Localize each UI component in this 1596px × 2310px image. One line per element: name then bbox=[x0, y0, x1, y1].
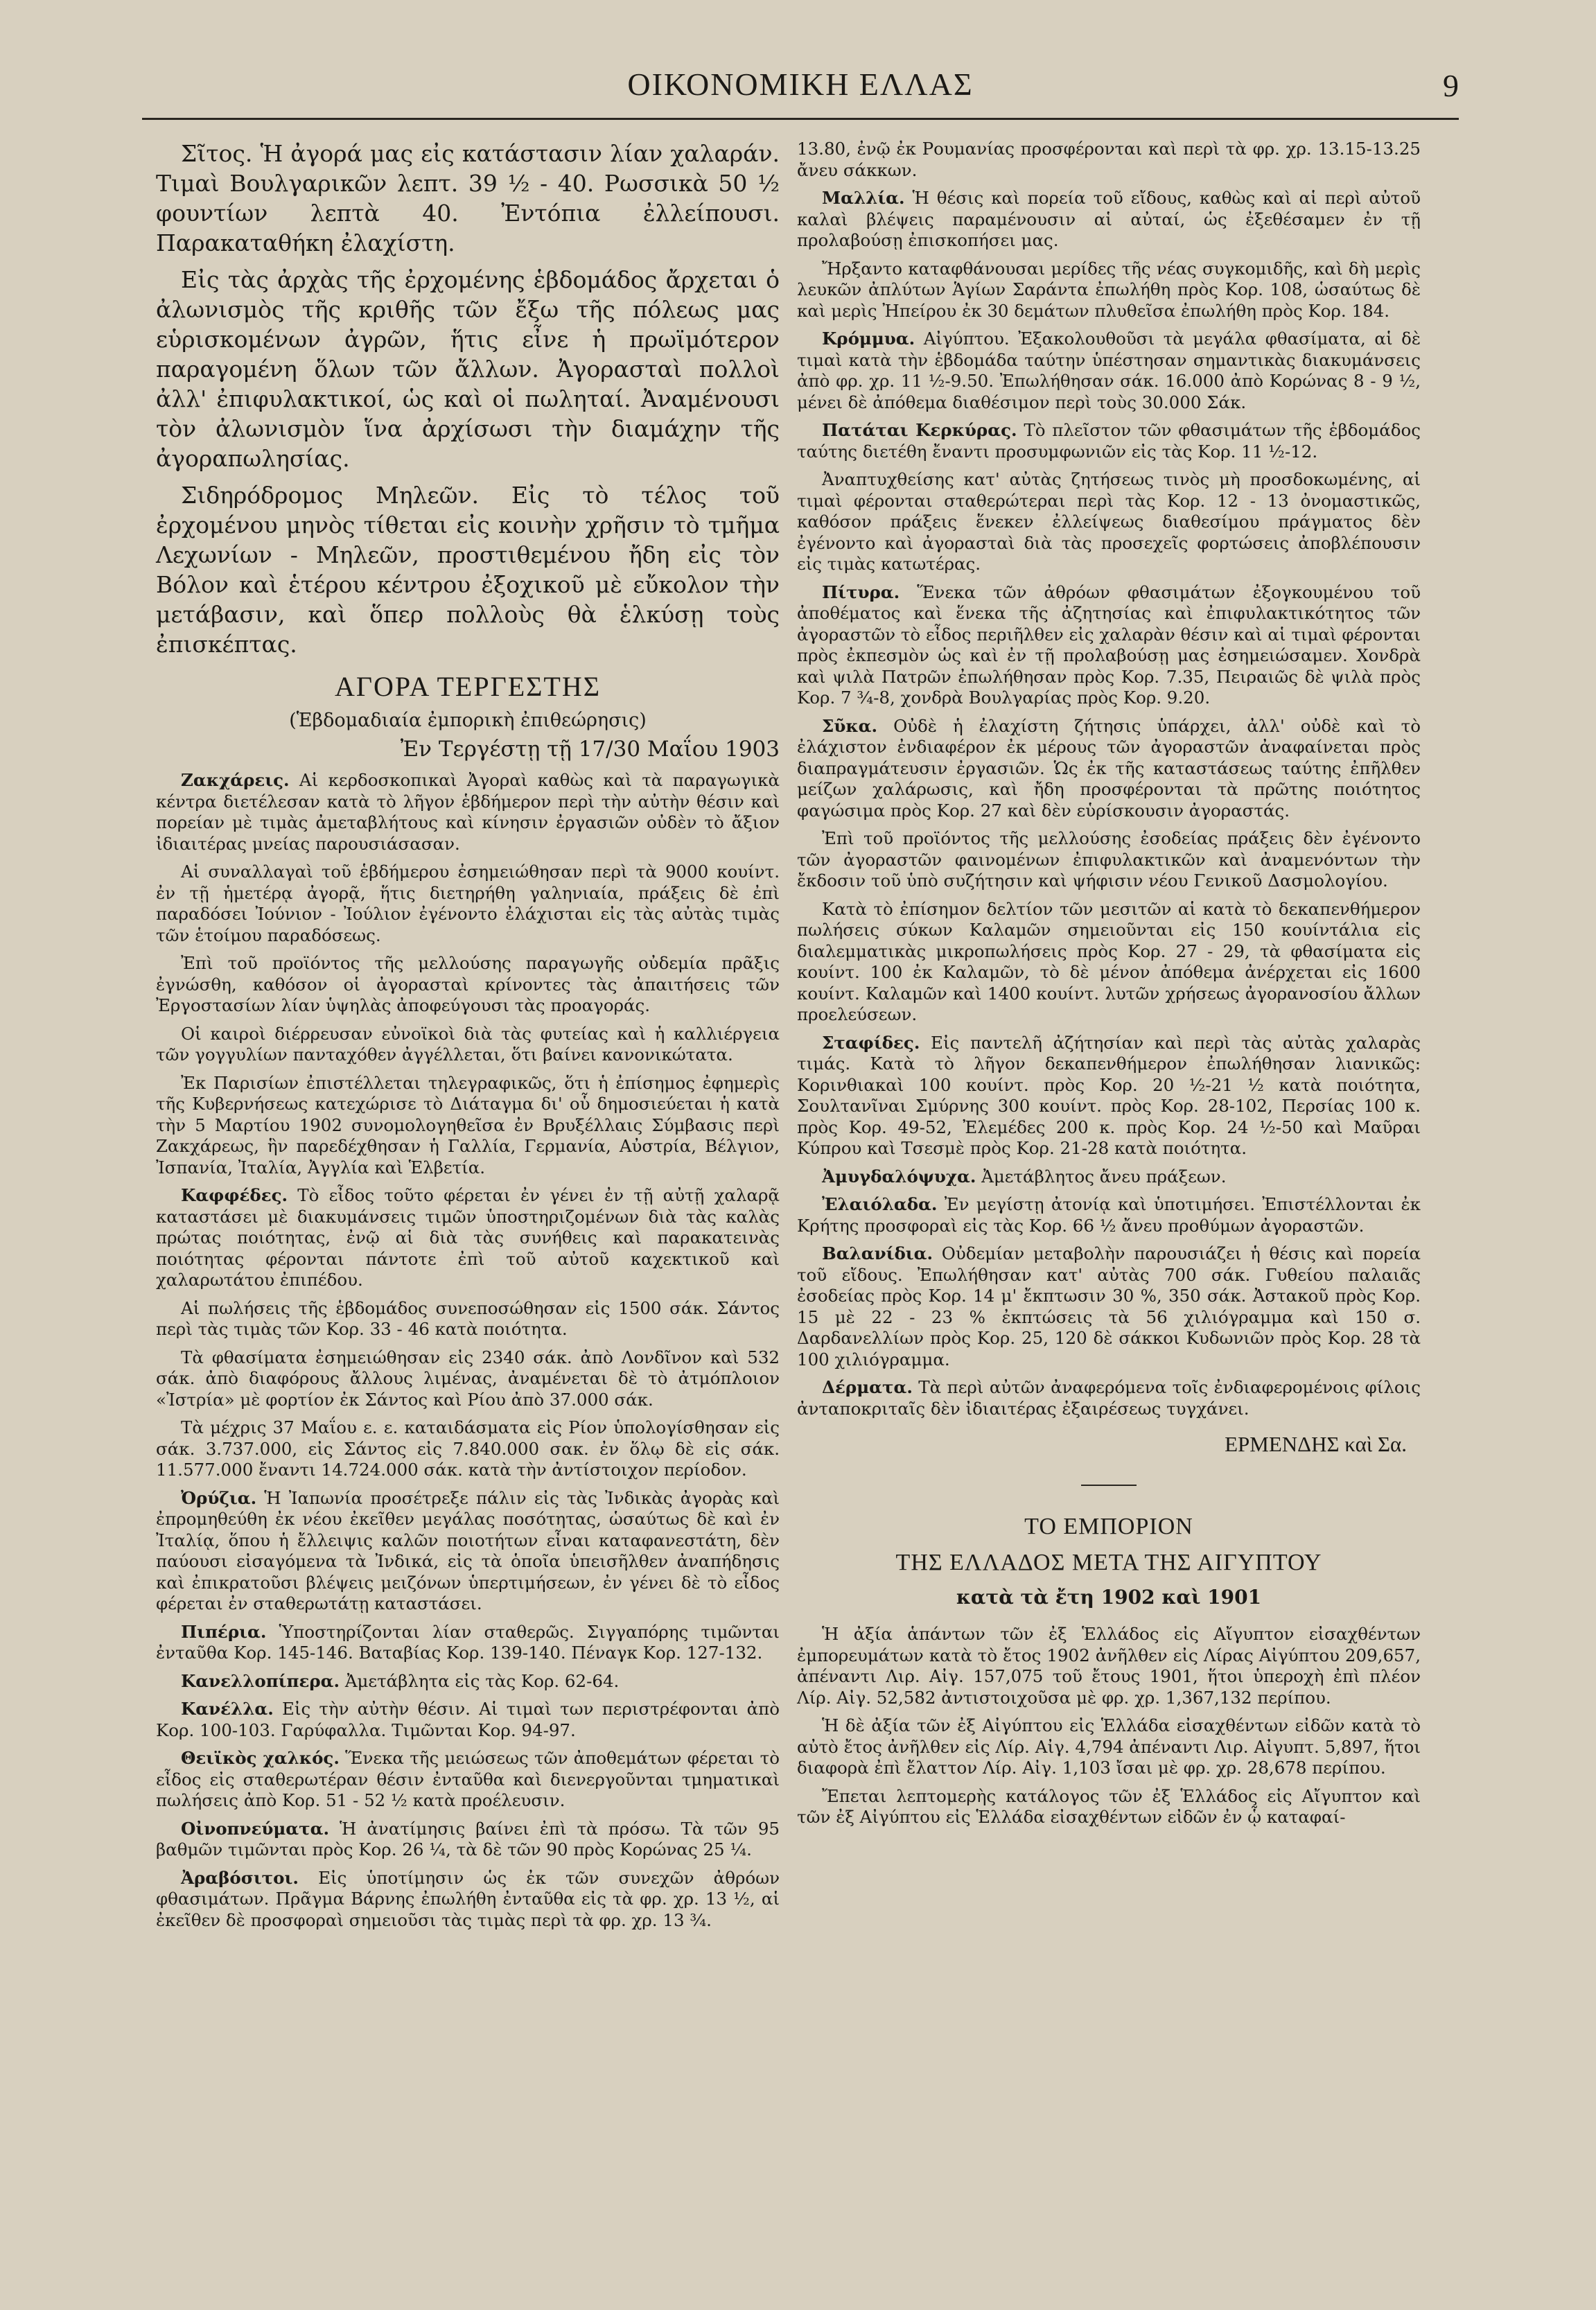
entry-lead: Καφφέδες. bbox=[181, 1185, 288, 1205]
section-title-agora: ΑΓΟΡΑ ΤΕΡΓΕΣΤΗΣ bbox=[334, 671, 602, 702]
paragraph: Οἱ καιροὶ διέρρευσαν εὐνοϊκοὶ διὰ τὰς φυτείας καὶ ἡ καλλιέργεια τῶν γογγυλίων πανταχόθεν ἀγγέλλεται, ὅτι βαίνει κανονικώτατα. bbox=[156, 1023, 780, 1065]
page-number: 9 bbox=[1443, 68, 1459, 103]
paragraph: Ἡ ἀξία ἁπάντων τῶν ἐξ Ἑλλάδος εἰς Αἴγυπτον εἰσαχθέντων ἐμπορευμάτων κατὰ τὸ ἔτος 1902 ἀνῆλθεν εἰς Λίρας Αἰγύπτου 209,657, ἀπέναντι Λιρ. Αἰγ. 157,075 τοῦ ἔτους 1901, ἥτοι ὑπεροχὴ ἐπὶ πλέον Λίρ. Αἰγ. 52,582 ἀντιστοιχοῦσα μὲ φρ. χρ. 1,367,132 περίπου. bbox=[797, 1624, 1421, 1708]
entry-lead: Ἀραβόσιτοι. bbox=[181, 1867, 299, 1888]
dateline: Ἐν Τεργέστῃ τῇ 17/30 Μαΐου 1903 bbox=[400, 737, 780, 762]
entry-lead: Ἐλαιόλαδα. bbox=[822, 1194, 938, 1214]
entry-piperia: Πιπέρια. Ὑποστηρίζονται λίαν σταθερῶς. Σιγγαπόρης τιμῶνται ἐνταῦθα Κορ. 145-146. Βαταβίας Κορ. 139-140. Πέναγκ Κορ. 127-132. bbox=[156, 1621, 780, 1663]
entry-syka: Σῦκα. Οὐδὲ ἡ ἐλαχίστη ζήτησις ὑπάρχει, ἀλλ' οὐδὲ καὶ τὸ ἐλάχιστον ἐνδιαφέρον ἐκ μέρους τῶν ἀγοραστῶν ἀναφαίνεται πρὸς διαπραγμάτευσιν ἐργασιῶν. Ὡς ἐκ τῆς καταστάσεως ταύτης ἐπῆλθεν μείζων χαλάρωσις, καὶ ἤδη προσφέρονται τὰ πρῶτης ποιότητος φαγώσιμα πρὸς Κορ. 27 καὶ δὲν εὑρίσκουσιν ἀγοραστάς. bbox=[797, 715, 1421, 821]
section-subtitle-emporio: ΤΗΣ ΕΛΛΑΔΟΣ ΜΕΤΑ ΤΗΣ ΑΙΓΥΠΤΟΥ bbox=[895, 1550, 1322, 1575]
entry-lead: Θειϊκὸς χαλκός. bbox=[181, 1748, 340, 1768]
section-subtitle-agora: (Ἑβδομαδιαία ἐμπορικὴ ἐπιθεώρησις) bbox=[289, 710, 647, 731]
entry-lead: Κρόμμυα. bbox=[822, 329, 915, 349]
entry-lead: Πατάται Κερκύρας. bbox=[822, 420, 1017, 440]
right-column bbox=[797, 139, 1421, 1835]
paragraph: Ἐπὶ τοῦ προϊόντος τῆς μελλούσης παραγωγῆς οὐδεμία πρᾶξις ἐγνώσθη, καθόσον οἱ ἀγορασταὶ κρίνοντες τὰς ἀπαιτήσεις τῶν Ἐργοστασίων λίαν ὑψηλὰς ἀποφεύγουσι τὰς προαγοράς. bbox=[156, 953, 780, 1015]
entry-lead: Μαλλία. bbox=[822, 188, 905, 208]
paragraph: Αἱ συναλλαγαὶ τοῦ ἑβδήμερου ἐσημειώθησαν περὶ τὰ 9000 κουίντ. ἐν τῇ ἡμετέρᾳ ἀγορᾷ, ἥτις διετηρήθη γαληνιαία, πράξεις δὲ ἐπὶ παραδόσει Ἰούνιον - Ἰούλιον ἐγένοντο ἐλάχισται εἰς τὰς αὐτὰς τιμὰς τῶν ἑτοίμου παραδόσεως. bbox=[156, 861, 780, 945]
paragraph: Ἔπεται λεπτομερὴς κατάλογος τῶν ἐξ Ἑλλάδος εἰς Αἴγυπτον καὶ τῶν ἐξ Αἰγύπτου εἰς Ἑλλάδα εἰσαχθέντων εἰδῶν ἐν ᾧ καταφαί- bbox=[797, 1785, 1421, 1827]
page-header bbox=[142, 66, 1459, 107]
entry-amygdalopsycha: Ἀμυγδαλόψυχα. Ἀμετάβλητος ἄνευ πράξεων. bbox=[822, 1166, 1227, 1187]
entry-lead: Δέρματα. bbox=[822, 1377, 913, 1397]
entry-pityra: Πίτυρα. Ἕνεκα τῶν ἀθρόων φθασιμάτων ἐξογκουμένου τοῦ ἀποθέματος καὶ ἕνεκα τῆς ἀζητησίας καὶ ἐπιφυλακτικότητος τῶν ἀγοραστῶν τὸ εἶδος περιῆλθεν εἰς χαλαρὰν θέσιν καὶ αἱ τιμαὶ φέρονται πρὸς ἐκπεσμὸν ὡς καὶ ἐν τῇ προλαβούσῃ μας ἐσημειώσαμεν. Χονδρὰ καὶ ψιλὰ Πατρῶν ἐπωλήθησαν πρὸς Κορ. 7.35, Πειραιῶς δὲ ψιλὰ πρὸς Κορ. 7 ¾-8, χονδρὰ Βουλγαρίας πρὸς Κορ. 9.20. bbox=[797, 581, 1421, 708]
paragraph: Κατὰ τὸ ἐπίσημον δελτίον τῶν μεσιτῶν αἱ κατὰ τὸ δεκαπενθήμερον πωλήσεις σύκων Καλαμῶν σημειοῦνται εἰς 150 κουίντάλια εἰς διαλεμματικὰς μικροπωλήσεις πρὸς Κορ. 27 - 29, τὰ φθασίματα εἰς κουίντ. 100 ἐκ Καλαμῶν, τὸ δὲ μένον ἀπόθεμα ἀνέρχεται εἰς 1600 κουίντ. Καλαμῶν καὶ 1400 κουίντ. λυτῶν χρήσεως ἀγορανοσίου ἄλλων προελεύσεων. bbox=[797, 898, 1421, 1024]
section-title-emporio: ΤΟ ΕΜΠΟΡΙΟΝ bbox=[1024, 1514, 1193, 1539]
paragraph: Αἱ πωλήσεις τῆς ἑβδομάδος συνεποσώθησαν εἰς 1500 σάκ. Σάντος περὶ τὰς τιμὰς τῶν Κορ. 33 - 46 κατὰ ποιότητα. bbox=[156, 1297, 780, 1339]
entry-oryza: Ὀρύζια. Ἡ Ἰαπωνία προσέτρεξε πάλιν εἰς τὰς Ἰνδικὰς ἀγορὰς καὶ ἐπρομηθεύθη ἐκ νέου ἐκεῖθεν μεγάλας ποσότητας, ὡσαύτως δὲ καὶ ἐν Ἰταλίᾳ, ὅπου ἡ ἔλλειψις καλῶν ποιοτήτων εἶναι καταφανεστάτη, δὲν παύουσι εἰσαγόμενα τὰ Ἰνδικά, εἰς τὰ ὁποῖα ὑπεισῆλθεν ἀναπήδησις καὶ ἐπικρατοῦσι βλέψεις μειζόνων ὑπερτιμήσεων, ἐν γένει δὲ τὸ εἶδος φέρεται ἐν σταθερωτάτῃ καταστάσει. bbox=[156, 1487, 780, 1613]
paragraph: Ἤρξαντο καταφθάνουσαι μερίδες τῆς νέας συγκομιδῆς, καὶ δὴ μερὶς λευκῶν ἀπλύτων Ἁγίων Σαράντα ἐπωλήθη πρὸς Κορ. 108, ὡσαύτως δὲ καὶ μερὶς Ἠπείρου ἐκ 30 δεμάτων πλυθεῖσα ἐπωλήθη πρὸς Κορ. 184. bbox=[797, 258, 1421, 321]
entry-patatai: Πατάται Κερκύρας. Τὸ πλεῖστον τῶν φθασιμάτων τῆς ἑβδομάδος ταύτης διετέθη ἔναντι προσυμφωνιῶν εἰς τὰς Κορ. 11 ½-12. bbox=[797, 420, 1421, 462]
entry-lead: Ζακχάρεις. bbox=[181, 770, 290, 790]
header-rule bbox=[142, 118, 1459, 120]
journal-title: ΟΙΚΟΝΟΜΙΚΗ ΕΛΛΑΣ bbox=[627, 67, 974, 102]
paragraph: Τὰ μέχρις 37 Μαΐου ε. ε. καταιδάσματα εἰς Ρίον ὑπολογίσθησαν εἰς σάκ. 3.737.000, εἰς Σάντος εἰς 7.840.000 σακ. ἐν ὅλῳ δὲ εἰς σάκ. 11.577.000 ἔναντι 14.724.000 σάκ. κατὰ τὴν ἀντίστοιχον περίοδον. bbox=[156, 1417, 780, 1480]
section-divider bbox=[1081, 1485, 1137, 1486]
entry-stafides: Σταφίδες. Εἰς παντελῆ ἀζήτησίαν καὶ περὶ τὰς αὐτὰς χαλαρὰς τιμάς. Κατὰ τὸ λῆγον δεκαπενθήμερον ἐπωλήθησαν λιανικῶς: Κορινθιακαὶ 100 κουίντ. πρὸς Κορ. 20 ½-21 ½ κατὰ ποιότητα, Σουλτανῖναι Σμύρνης 300 κουίντ. πρὸς Κορ. 28-102, Περσίας 100 κ. πρὸς Κορ. 49-52, Ἐλεμέδες 200 κ. πρὸς Κορ. 24 ½-50 καὶ Μαῦραι Κύπρου καὶ Τσεσμὲ πρὸς Κορ. 21-28 κατὰ ποιότητα. bbox=[797, 1032, 1421, 1158]
entry-theiikos: Θειϊκὸς χαλκός. Ἕνεκα τῆς μειώσεως τῶν ἀποθεμάτων φέρεται τὸ εἶδος εἰς σταθερωτέραν θέσιν ἐνταῦθα καὶ διενεργοῦνται τμηματικαὶ πωλήσεις ἀπὸ Κορ. 51 - 52 ½ κατὰ προέλευσιν. bbox=[156, 1748, 780, 1810]
entry-valanidia: Βαλανίδια. Οὐδεμίαν μεταβολὴν παρουσιάζει ἡ θέσις καὶ πορεία τοῦ εἴδους. Ἐπωλήθησαν κατ' αὐτὰς 700 σάκ. Γυθείου παλαιᾶς ἐσοδείας πρὸς Κορ. 14 μ' ἔκπτωσιν 30 %, 350 σάκ. Ἀστακοῦ πρὸς Κορ. 15 μὲ 22 - 23 % ἐκπτώσεις τὰ 56 χιλιόγραμμα καὶ 150 σ. Δαρδανελλίων πρὸς Κορ. 25, 120 δὲ σάκκοι Κυδωνιῶν πρὸς Κορ. 28 τὰ 100 χιλιόγραμμα. bbox=[797, 1243, 1421, 1370]
paragraph: Ἡ δὲ ἀξία τῶν ἐξ Αἰγύπτου εἰς Ἑλλάδα εἰσαχθέντων εἰδῶν κατὰ τὸ αὐτὸ ἔτος ἀνῆλθεν εἰς Λίρ. Αἰγ. 4,794 ἀπέναντι Λιρ. Αἰγυπτ. 5,897, ἥτοι διαφορὰ ἐπὶ ἔλαττον Λίρ. Αἰγ. 1,103 ἴσαι μὲ φρ. χρ. 28,678 περίπου. bbox=[797, 1715, 1421, 1778]
entry-lead: Οἰνοπνεύματα. bbox=[181, 1818, 330, 1839]
entry-kanella: Κανέλλα. Εἰς τὴν αὐτὴν θέσιν. Αἱ τιμαὶ των περιστρέφονται ἀπὸ Κορ. 100-103. Γαρύφαλλα. Τιμῶνται Κορ. 94-97. bbox=[156, 1699, 780, 1740]
left-column bbox=[156, 139, 780, 1938]
entry-lead: Σῦκα. bbox=[822, 715, 878, 736]
paragraph: Ἐκ Παρισίων ἐπιστέλλεται τηλεγραφικῶς, ὅτι ἡ ἐπίσημος ἐφημερὶς τῆς Κυβερνήσεως κατεχώρισε τὸ Διάταγμα δι' οὗ δημοσιεύεται ἡ κατὰ τὴν 5 Μαρτίου 1902 συνομολογηθεῖσα ἐν Βρυξέλλαις Σύμβασις περὶ Ζακχάρεως, ἣν παρεδέχθησαν ἡ Γαλλία, Γερμανία, Αὐστρία, Βέλγιον, Ἰσπανία, Ἰταλία, Ἀγγλία καὶ Ἑλβετία. bbox=[156, 1072, 780, 1178]
article-sidirodromos: Σιδηρόδρομος Μηλεῶν. Εἰς τὸ τέλος τοῦ ἐρχομένου μηνὸς τίθεται εἰς κοινὴν χρῆσιν τὸ τμῆμα Λεχωνίων - Μηλεῶν, προστιθεμένου ἤδη εἰς τὸν Βόλον καὶ ἑτέρου κέντρου ἐξοχικοῦ μὲ εὔκολον τὴν μετάβασιν, καὶ ὅπερ πολλοὺς θὰ ἑλκύσῃ τοὺς ἐπισκέπτας. bbox=[156, 482, 780, 658]
entry-oinopneumata: Οἰνοπνεύματα. Ἡ ἀνατίμησις βαίνει ἐπὶ τὰ πρόσω. Τὰ τῶν 95 βαθμῶν τιμῶνται πρὸς Κορ. 26 ¼, τὰ δὲ τῶν 90 πρὸς Κορώνας 25 ¼. bbox=[156, 1818, 780, 1860]
entry-mallia: Μαλλία. Ἡ θέσις καὶ πορεία τοῦ εἴδους, καθὼς καὶ αἱ περὶ αὐτοῦ καλαὶ βλέψεις παραμένουσιν αἱ αὐταί, ὡς ἐξεθέσαμεν ἐν τῇ προλαβούσῃ ἐπισκοπήσει μας. bbox=[797, 188, 1421, 250]
entry-lead: Ὀρύζια. bbox=[181, 1487, 257, 1508]
entry-lead: Πίτυρα. bbox=[822, 581, 900, 602]
entry-kanellopipera: Κανελλοπίπερα. Ἀμετάβλητα εἰς τὰς Κορ. 62-64. bbox=[181, 1670, 620, 1691]
entry-lead: Κανέλλα. bbox=[181, 1699, 274, 1719]
paragraph: Τὰ φθασίματα ἐσημειώθησαν εἰς 2340 σάκ. ἀπὸ Λονδῖνον καὶ 532 σάκ. ἀπὸ διαφόρους ἄλλους λιμένας, ἀναμένεται δὲ τὸ ἀτμόπλοιον «Ἰστρία» μὲ φορτίον ἐκ Σάντος καὶ Ρίου ἀπὸ 37.000 σάκ. bbox=[156, 1347, 780, 1410]
section-years: κατὰ τὰ ἔτη 1902 καὶ 1901 bbox=[956, 1586, 1262, 1609]
signature: ΕΡΜΕΝΔΗΣ καὶ Σα. bbox=[1225, 1432, 1407, 1456]
article-sitos: Σῖτος. Ἡ ἀγορά μας εἰς κατάστασιν λίαν χαλαράν. Τιμαὶ Βουλγαρικῶν λεπτ. 39 ½ - 40. Ρωσσικὰ 50 ½ φουντίων λεπτὰ 40. Ἐντόπια ἐλλείπουσι. Παρακαταθήκη ἐλαχίστη. bbox=[156, 140, 780, 256]
entry-kaffedes: Καφφέδες. Τὸ εἶδος τοῦτο φέρεται ἐν γένει ἐν τῇ αὐτῇ χαλαρᾷ καταστάσει μὲ διακυμάνσεις τιμῶν ὑποστηριζομένων διὰ τὰς καλὰς πρώτας ποιότητας, ἐνῷ αἱ διὰ τὰς συνήθεις καὶ παρακατεινὰς ποιότητας φέρονται πάντοτε ἐπὶ τοῦ αὐτοῦ καχεκτικοῦ καὶ χαλαρωτάτου ἐπιπέδου. bbox=[156, 1185, 780, 1290]
entry-aravositoi: Ἀραβόσιτοι. Εἰς ὑποτίμησιν ὡς ἐκ τῶν συνεχῶν ἀθρόων φθασιμάτων. Πρᾶγμα Βάρνης ἐπωλήθη ἐνταῦθα εἰς τὰ φρ. χρ. 13 ½, αἱ ἐκεῖθεν δὲ προσφοραὶ σημειοῦσι τὰς τιμὰς περὶ τὰ φρ. χρ. 13 ¾. bbox=[156, 1867, 780, 1930]
entry-elaiolada: Ἐλαιόλαδα. Ἐν μεγίστῃ ἀτονίᾳ καὶ ὑποτιμήσει. Ἐπιστέλλονται ἐκ Κρήτης προσφοραὶ εἰς τὰς Κορ. 66 ½ ἄνευ προθύμων ἀγοραστῶν. bbox=[797, 1194, 1421, 1236]
article-sitos-cont: Εἰς τὰς ἀρχὰς τῆς ἐρχομένης ἑβδομάδος ἄρχεται ὁ ἀλωνισμὸς τῆς κριθῆς τῶν ἔξω τῆς πόλεως μας εὑρισκομένων ἀγρῶν, ἥτις εἶνε ἡ πρωϊμότερον παραγομένη ὅλων τῶν ἄλλων. Ἀγορασταὶ πολλοὶ ἀλλ' ἐπιφυλακτικοί, ὡς καὶ οἱ πωληταί. Ἀναμένουσι τὸν ἀλωνισμὸν ἵνα ἀρχίσωσι τὴν διαμάχην τῆς ἀγοραπωλησίας. bbox=[156, 266, 780, 472]
entry-lead: Πιπέρια. bbox=[181, 1621, 267, 1642]
paragraph: Ἀναπτυχθείσης κατ' αὐτὰς ζητήσεως τινὸς μὴ προσδοκωμένης, αἱ τιμαὶ φέρονται σταθερώτεραι περὶ τὰς Κορ. 12 - 13 ὀνομαστικῶς, καθόσον πράξεις ἕνεκεν ἐλλείψεως διαθεσίμου πράγματος δὲν ἐγένοντο καὶ ἀγορασταὶ διὰ τὰς προσεχεῖς φορτώσεις ἀποβλέπουσιν εἰς τιμὰς κατωτέρας. bbox=[797, 469, 1421, 574]
entry-lead: Σταφίδες. bbox=[822, 1032, 920, 1053]
entry-zakchareis: Ζακχάρεις. Αἱ κερδοσκοπικαὶ Ἀγοραὶ καθὼς καὶ τὰ παραγωγικὰ κέντρα διετέλεσαν κατὰ τὸ λῆγον ἑβδήμερον περὶ τὴν αὐτὴν θέσιν καὶ πορείαν μὲ τιμὰς ἀμεταβλήτους καὶ κίνησιν ἐργασιῶν οὐδὲν τὸ ἄξιον ἰδιαιτέρας μνείας παρουσιάσασαν. bbox=[156, 770, 780, 854]
entry-lead: Κανελλοπίπερα. bbox=[181, 1670, 340, 1691]
paragraph: 13.80, ἐνῷ ἐκ Ρουμανίας προσφέρονται καὶ περὶ τὰ φρ. χρ. 13.15-13.25 ἄνευ σάκκων. bbox=[797, 139, 1421, 180]
entry-lead: Βαλανίδια. bbox=[822, 1243, 933, 1263]
paragraph: Ἐπὶ τοῦ προϊόντος τῆς μελλούσης ἐσοδείας πράξεις δὲν ἐγένοντο τῶν ἀγοραστῶν φαινομένων ἐπιφυλακτικῶν καὶ ἀναμενόντων τὴν ἔκδοσιν τοῦ ὑπὸ συζήτησιν καὶ ψήφισιν νέου Γενικοῦ Δασμολογίου. bbox=[797, 828, 1421, 891]
entry-lead: Ἀμυγδαλόψυχα. bbox=[822, 1166, 976, 1187]
entry-dermata: Δέρματα. Τὰ περὶ αὐτῶν ἀναφερόμενα τοῖς ἐνδιαφερομένοις φίλοις ἀνταποκριταῖς δὲν ἰδιαιτέρας ἐξαιρέσεως τυγχάνει. bbox=[797, 1377, 1421, 1419]
entry-kromyna: Κρόμμυα. Αἰγύπτου. Ἐξακολουθοῦσι τὰ μεγάλα φθασίματα, αἱ δὲ τιμαὶ κατὰ τὴν ἑβδομάδα ταύτην ὑπέστησαν σημαντικὰς διακυμάνσεις ἀπὸ φρ. χρ. 11 ½-9.50. Ἐπωλήθησαν σάκ. 16.000 ἀπὸ Κορώνας 8 - 9 ½, μένει δὲ ἀπόθεμα διαθέσιμον περὶ τοὺς 30.000 Σάκ. bbox=[797, 329, 1421, 412]
